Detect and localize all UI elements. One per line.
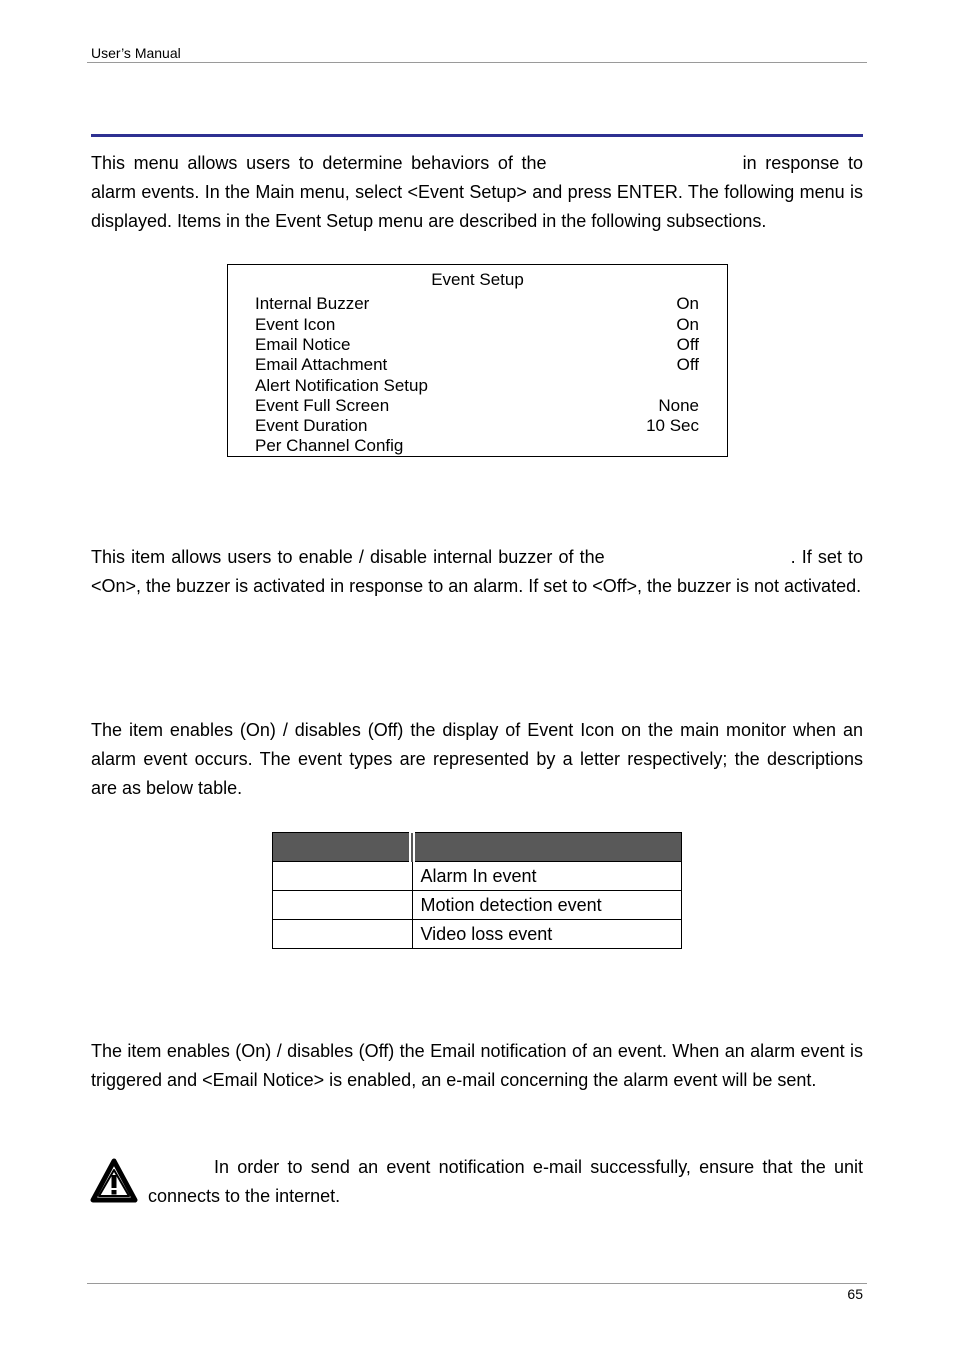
menu-item-label: Alert Notification Setup (255, 376, 428, 395)
menu-item-label: Event Duration (255, 416, 368, 435)
email-notice-paragraph: The item enables (On) / disables (Off) the Email notification of an event. When an alarm event is triggered and <Email Notice> is enabled, an e-mail concerning the alarm event will be sent. (91, 1041, 863, 1090)
event-code-cell (273, 920, 413, 949)
menu-item-label: Per Channel Config (255, 436, 404, 455)
event-desc-cell: Motion detection event (412, 891, 682, 920)
menu-item (255, 294, 699, 314)
event-icon-paragraph: The item enables (On) / disables (Off) the display of Event Icon on the main monitor when an alarm event occurs. The event types are represented by a letter respectively; the descriptions are as below table. (91, 720, 863, 798)
intro-paragraph (91, 149, 863, 236)
menu-item (255, 416, 699, 436)
event-setup-menu (227, 264, 728, 457)
menu-item-label: Email Attachment (255, 355, 388, 374)
menu-item (255, 315, 699, 335)
event-desc-cell: Video loss event (412, 920, 682, 949)
menu-item-value: On (676, 294, 699, 313)
intro-text-b: in response to (742, 153, 863, 173)
table-header-cell (412, 833, 682, 862)
menu-item (255, 335, 699, 355)
event-code-cell (273, 891, 413, 920)
table-row (273, 920, 682, 949)
footer-divider (87, 1283, 867, 1284)
table-header-cell (273, 833, 413, 862)
event-type-table (272, 832, 682, 949)
menu-item-value: 10 Sec (646, 416, 699, 435)
menu-item-value: Off (676, 335, 699, 354)
header-title: User’s Manual (91, 45, 181, 61)
intro-text-a: This menu allows users to determine behaviors of the (91, 153, 547, 173)
warning-triangle-icon (90, 1158, 138, 1204)
menu-item (255, 396, 699, 416)
menu-item-value: None (658, 396, 699, 415)
menu-item (255, 376, 699, 396)
buzzer-paragraph (91, 543, 863, 601)
table-row (273, 891, 682, 920)
header-divider (87, 62, 867, 63)
page-number: 65 (847, 1286, 863, 1302)
table-header-row (273, 833, 682, 862)
menu-item (255, 355, 699, 375)
menu-item-label: Email Notice (255, 335, 351, 354)
intro-text-c: alarm events. In the Main menu, select <Event Setup> and press ENTER. The following menu is displayed. Items in the Event Setup menu are described in the following subsections. (91, 182, 863, 231)
menu-item (255, 436, 699, 456)
menu-item-label: Event Icon (255, 315, 336, 334)
menu-item-value: On (676, 315, 699, 334)
buzzer-text-b: . If set to <On>, the buzzer is activated in response to an alarm. If set to <Off>, the buzzer is not activated. (91, 547, 864, 596)
menu-title: Event Setup (431, 270, 524, 289)
menu-item-label: Event Full Screen (255, 396, 390, 415)
event-desc-cell: Alarm In event (412, 862, 682, 891)
section-divider (91, 134, 863, 137)
event-code-cell (273, 862, 413, 891)
menu-item-value: Off (676, 355, 699, 374)
table-row (273, 862, 682, 891)
menu-item-label: Internal Buzzer (255, 294, 370, 313)
buzzer-text-a: This item allows users to enable / disable internal buzzer of the (91, 547, 605, 567)
note-paragraph: In order to send an event notification e-mail successfully, ensure that the unit connects to the internet. (148, 1157, 863, 1206)
